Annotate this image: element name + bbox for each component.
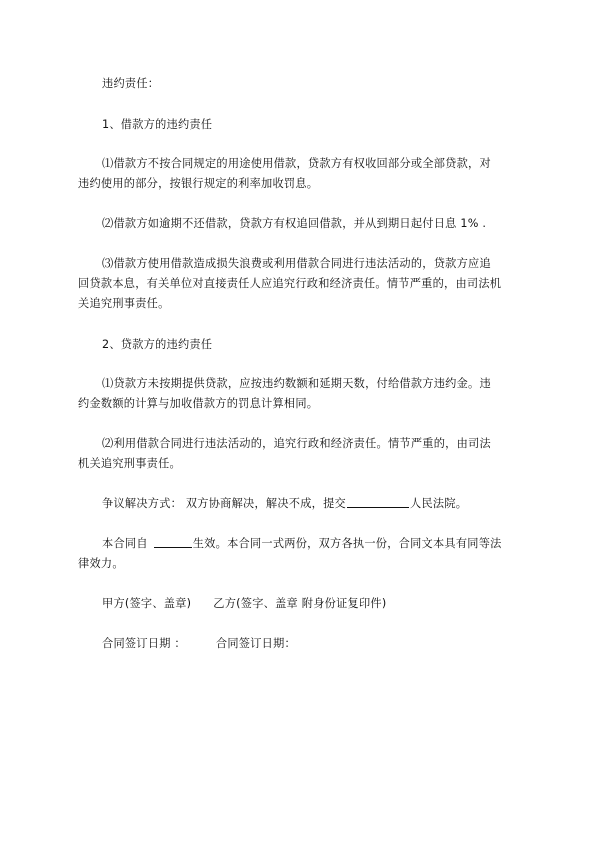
section1-title: 1、借款方的违约责任: [102, 118, 213, 131]
dispute-text: 争议解决方式： 双方协商解决，解决不成，提交: [102, 497, 346, 510]
effect-clause: [78, 534, 528, 574]
section2-item2-line1: ⑵利用借款合同进行违法活动的，追究行政和经济责任。情节严重的，由司法: [102, 437, 491, 450]
section2-item2: [78, 434, 528, 474]
section1-item1-line2: 违约使用的部分，按银行规定的利率加收罚息。: [78, 177, 319, 190]
effective-date-blank[interactable]: [154, 535, 192, 548]
party-a-signature: 甲方(签字、盖章): [102, 597, 192, 610]
breach-heading: 违约责任：: [102, 77, 160, 90]
section2-item1-line1: ⑴贷款方未按期提供贷款，应按违约数额和延期天数，付给借款方违约金。违: [102, 377, 491, 390]
section2-title: 2、贷款方的违约责任: [102, 338, 213, 351]
signing-dates: [78, 634, 528, 654]
section2-item1: [78, 374, 528, 414]
section2-item1-line2: 约金数额的计算与加收借款方的罚息计算相同。: [78, 397, 319, 410]
section1-item3-line2: 回贷款本息，有关单位对直接责任人应追究行政和经济责任。情节严重的，由司法机: [78, 277, 502, 290]
signature-parties: [78, 594, 528, 614]
signing-date-a: 合同签订日期 ：: [102, 637, 186, 650]
effect-suffix: 生效。本合同一式两份，双方各执一份，合同文本具有同等法: [192, 537, 502, 550]
section1-item3: [78, 254, 528, 314]
effect-clause-line2: 律效力。: [78, 557, 124, 570]
signing-date-b: 合同签订日期：: [215, 637, 296, 650]
section1-item3-line1: ⑶借款方使用借款造成损失浪费或利用借款合同进行违法活动的，贷款方应追: [102, 257, 491, 270]
dispute-resolution: [78, 494, 528, 514]
section1-item1-line1: ⑴借款方不按合同规定的用途使用借款，贷款方有权收回部分或全部贷款，对: [102, 157, 491, 170]
party-b-signature: 乙方(签字、盖章 附身份证复印件): [213, 597, 387, 610]
section1-item3-line3: 关追究刑事责任。: [78, 297, 170, 310]
section1-item2: ⑵借款方如逾期不还借款，贷款方有权追回借款，并从到期日起付日息 1% .: [102, 217, 487, 230]
dispute-suffix: 人民法院。: [410, 497, 468, 510]
effect-prefix: 本合同自: [102, 537, 148, 550]
effect-clause-line1: [78, 534, 528, 554]
court-name-blank[interactable]: [347, 495, 409, 508]
section2-item2-line2: 机关追究刑事责任。: [78, 457, 181, 470]
section1-item1: [78, 154, 528, 194]
